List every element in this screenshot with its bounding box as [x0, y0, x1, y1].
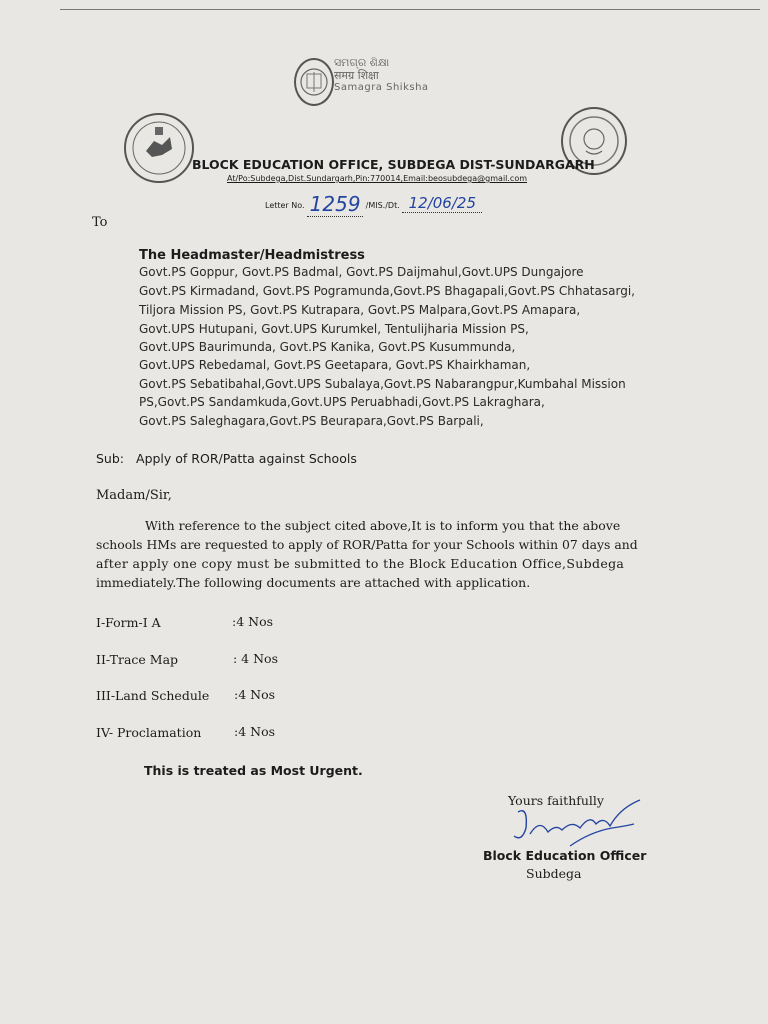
- logo-text-english: Samagra Shiksha: [334, 82, 429, 93]
- urgent-note: This is treated as Most Urgent.: [144, 763, 363, 778]
- school-list-line: Govt.UPS Hutupani, Govt.UPS Kurumkel, Tentulijharia Mission PS,: [139, 322, 529, 336]
- office-address: At/Po:Subdega,Dist.Sundargarh,Pin:770014,Email:beosubdega@gmail.com: [227, 174, 528, 183]
- body-text-line: With reference to the subject cited above,It is to inform you that the above: [145, 518, 621, 533]
- signatory-place: Subdega: [526, 866, 582, 881]
- odisha-emblem-icon: [126, 115, 192, 181]
- document-item-qty: :4 Nos: [234, 687, 276, 702]
- to-label: To: [92, 215, 108, 230]
- samagra-shiksha-logo: [294, 58, 334, 106]
- school-list-line: Govt.UPS Rebedamal, Govt.PS Geetapara, Govt.PS Khairkhaman,: [139, 358, 531, 372]
- signatory-designation: Block Education Officer: [483, 848, 647, 863]
- school-list-line: PS,Govt.PS Sandamkuda,Govt.UPS Peruabhadi,Govt.PS Lakraghara,: [139, 395, 545, 409]
- samagra-shiksha-logo-text: [334, 56, 429, 94]
- document-item-label: II-Trace Map: [96, 652, 179, 667]
- office-title: BLOCK EDUCATION OFFICE, SUBDEGA DIST-SUNDARGARH: [192, 157, 595, 172]
- samagra-shiksha-emblem-icon: [296, 60, 332, 104]
- body-text-line: after apply one copy must be submitted to the Block Education Office,Subdega: [96, 556, 625, 571]
- school-list-line: Govt.PS Kirmadand, Govt.PS Pogramunda,Govt.PS Bhagapali,Govt.PS Chhatasargi,: [139, 284, 635, 298]
- logo-text-hindi: समग्र शिक्षा: [334, 69, 379, 82]
- subject-text: Apply of ROR/Patta against Schools: [136, 451, 357, 466]
- document-item-label: III-Land Schedule: [96, 688, 210, 703]
- document-item-qty: : 4 Nos: [233, 651, 278, 666]
- body-text-line: schools HMs are requested to apply of ROR/Patta for your Schools within 07 days and: [96, 537, 638, 552]
- addressee-title: The Headmaster/Headmistress: [139, 248, 365, 263]
- closing-yours-faithfully: Yours faithfully: [508, 793, 604, 808]
- document-item-label: I-Form-I A: [96, 615, 161, 630]
- school-list-line: Tiljora Mission PS, Govt.PS Kutrapara, Govt.PS Malpara,Govt.PS Amapara,: [139, 303, 581, 317]
- document-item-label: IV- Proclamation: [96, 725, 202, 740]
- letter-number-line: [265, 192, 482, 217]
- mis-dt-label: /MIS./Dt.: [365, 201, 400, 210]
- document-item-qty: :4 Nos: [234, 724, 276, 739]
- top-border-line: [60, 9, 760, 10]
- school-list-line: Govt.PS Sebatibahal,Govt.UPS Subalaya,Govt.PS Nabarangpur,Kumbahal Mission: [139, 377, 626, 391]
- letter-no-value: 1259: [307, 192, 363, 217]
- letter-no-label: Letter No.: [265, 201, 305, 210]
- school-list-line: Govt.PS Saleghagara,Govt.PS Beurapara,Govt.PS Barpali,: [139, 414, 484, 428]
- document-item-qty: :4 Nos: [232, 614, 274, 629]
- subject-line: [96, 451, 357, 466]
- school-list-line: Govt.UPS Baurimunda, Govt.PS Kanika, Govt.PS Kusummunda,: [139, 340, 516, 354]
- body-text-line: immediately.The following documents are attached with application.: [96, 575, 531, 590]
- logo-text-odia: ସମଗ୍ର ଶିକ୍ଷା: [334, 56, 390, 69]
- subject-label: Sub:: [96, 451, 125, 466]
- letter-date-value: 12/06/25: [402, 194, 482, 213]
- salutation: Madam/Sir,: [96, 488, 172, 503]
- odisha-govt-emblem: [124, 113, 194, 183]
- school-list-line: Govt.PS Goppur, Govt.PS Badmal, Govt.PS Daijmahul,Govt.UPS Dungajore: [139, 265, 584, 279]
